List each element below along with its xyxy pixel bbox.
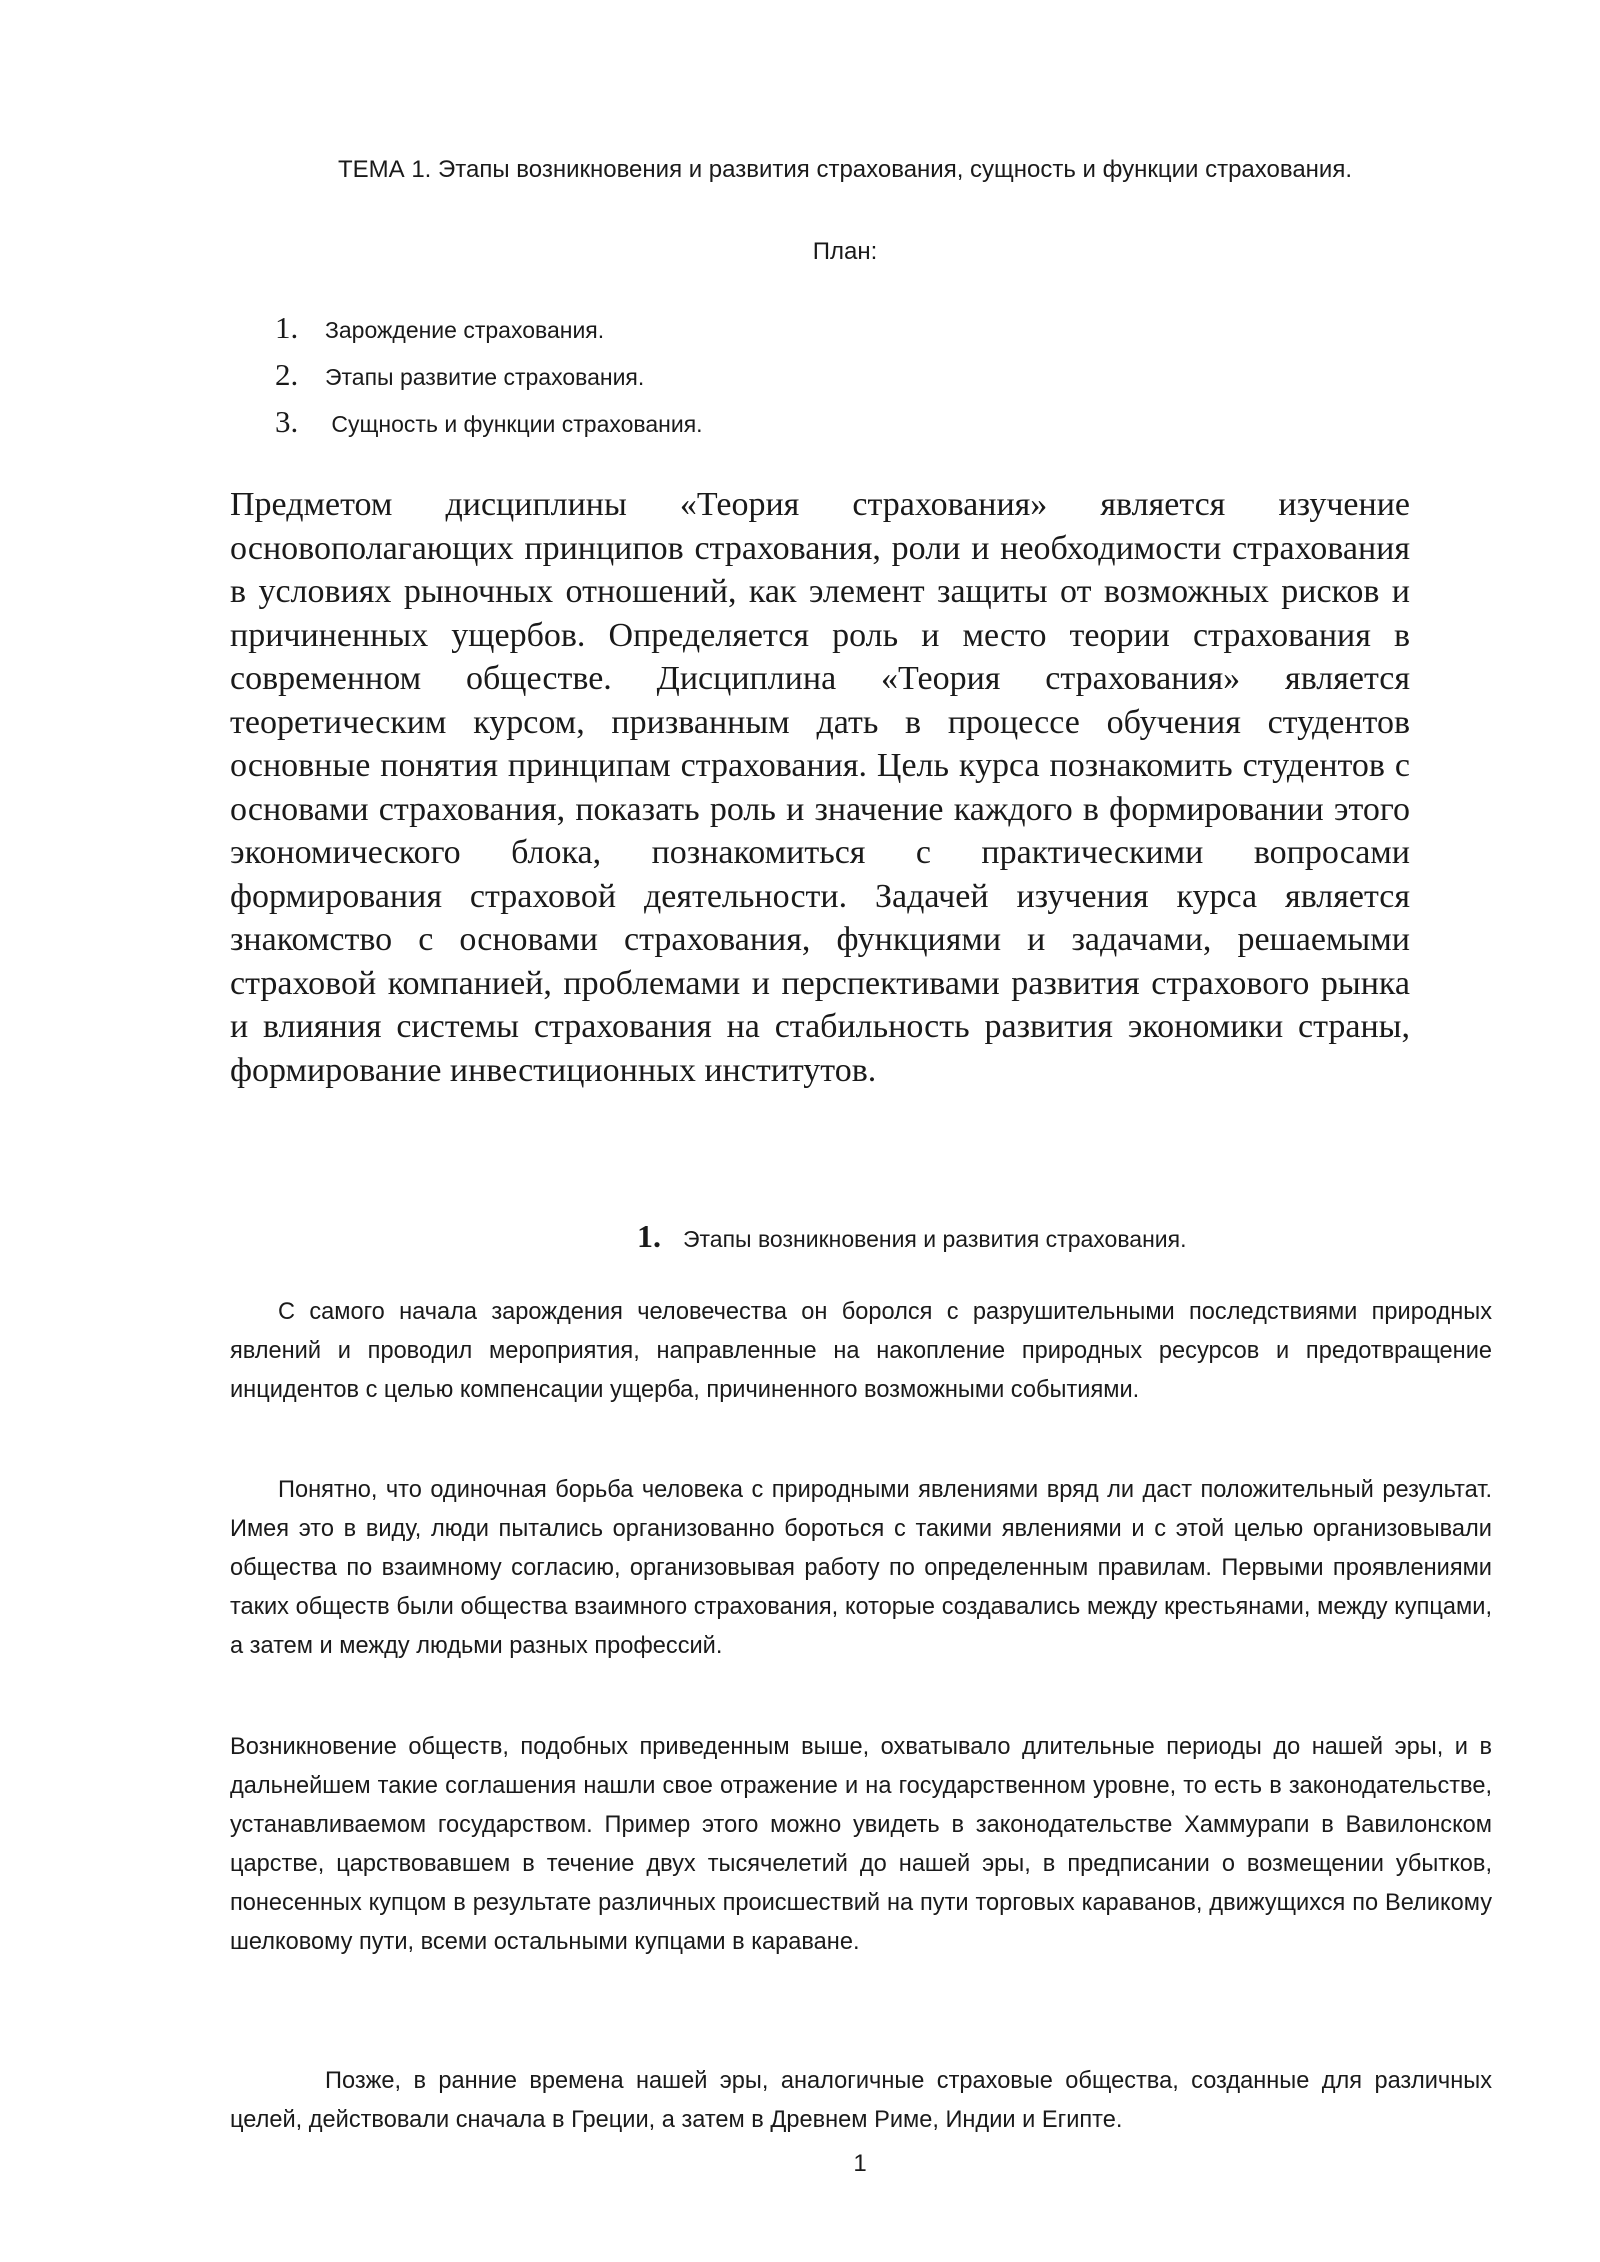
plan-item-number: 3. — [275, 404, 299, 439]
plan-item-number: 1. — [275, 310, 299, 345]
plan-list — [275, 310, 703, 451]
plan-item-text: Зарождение страхования. — [325, 317, 605, 343]
document-title: ТЕМА 1. Этапы возникновения и развития страхования, сущность и функции страхования. — [338, 156, 1352, 183]
plan-item-text: Этапы развитие страхования. — [325, 364, 645, 390]
plan-item — [275, 404, 703, 451]
intro-paragraph: Предметом дисциплины «Теория страхования» является изучение основополагающих принципов страхования, роли и необходимости страхования в условиях рыночных отношений, как элемент защиты от возможных рисков и причиненных ущербов. Определяется роль и место теории страхования в современном обществе. Дисциплина «Теория страхования» является теоретическим курсом, призванным дать в процессе обучения студентов основные понятия принципам страхования. Цель курса познакомить студентов с основами страхования, показать роль и значение каждого в формировании этого экономического блока, познакомиться с практическими вопросами формирования страховой деятельности. Задачей изучения курса является знакомство с основами страхования, функциями и задачами, решаемыми страховой компанией, проблемами и перспективами развития страхового рынка и влияния системы страхования на стабильность развития экономики страны, формирование инвестиционных институтов. — [230, 486, 1410, 1089]
section-title: Этапы возникновения и развития страхования. — [683, 1226, 1187, 1252]
section-heading — [637, 1218, 1186, 1255]
body-paragraph: Позже, в ранние времена нашей эры, аналогичные страховые общества, созданные для различных целей, действовали сначала в Греции, а затем в Древнем Риме, Индии и Египте. — [230, 2068, 1492, 2133]
plan-item-text: Сущность и функции страхования. — [325, 411, 703, 437]
body-paragraph: Понятно, что одиночная борьба человека с природными явлениями вряд ли даст положительный результат. Имея это в виду, люди пытались организованно бороться с такими явлениями и с этой целью организовывали общества по взаимному согласию, организовывая работу по определенным правилам. Первыми проявлениями таких обществ были общества взаимного страхования, которые создавались между крестьянами, между купцами, а затем и между людьми разных профессий. — [230, 1477, 1492, 1659]
body-paragraph: Возникновение обществ, подобных приведенным выше, охватывало длительные периоды до нашей эры, и в дальнейшем такие соглашения нашли свое отражение и на государственном уровне, то есть в законодательстве, устанавливаемом государством. Пример этого можно увидеть в законодательстве Хаммурапи в Вавилонском царстве, царствовавшем в течение двух тысячелетий до нашей эры, в предписании о возмещении убытков, понесенных купцом в результате различных происшествий на пути торговых караванов, движущихся по Великому шелковому пути, всеми остальными купцами в караване. — [230, 1734, 1492, 1955]
plan-item-number: 2. — [275, 357, 299, 392]
plan-item — [275, 310, 703, 357]
body-paragraph: С самого начала зарождения человечества он боролся с разрушительными последствиями природных явлений и проводил мероприятия, направленные на накопление природных ресурсов и предотвращение инцидентов с целью компенсации ущерба, причиненного возможными событиями. — [230, 1299, 1492, 1403]
plan-item — [275, 357, 703, 404]
page-number: 1 — [853, 2150, 867, 2177]
plan-heading: План: — [812, 238, 878, 265]
section-number: 1. — [637, 1218, 661, 1254]
